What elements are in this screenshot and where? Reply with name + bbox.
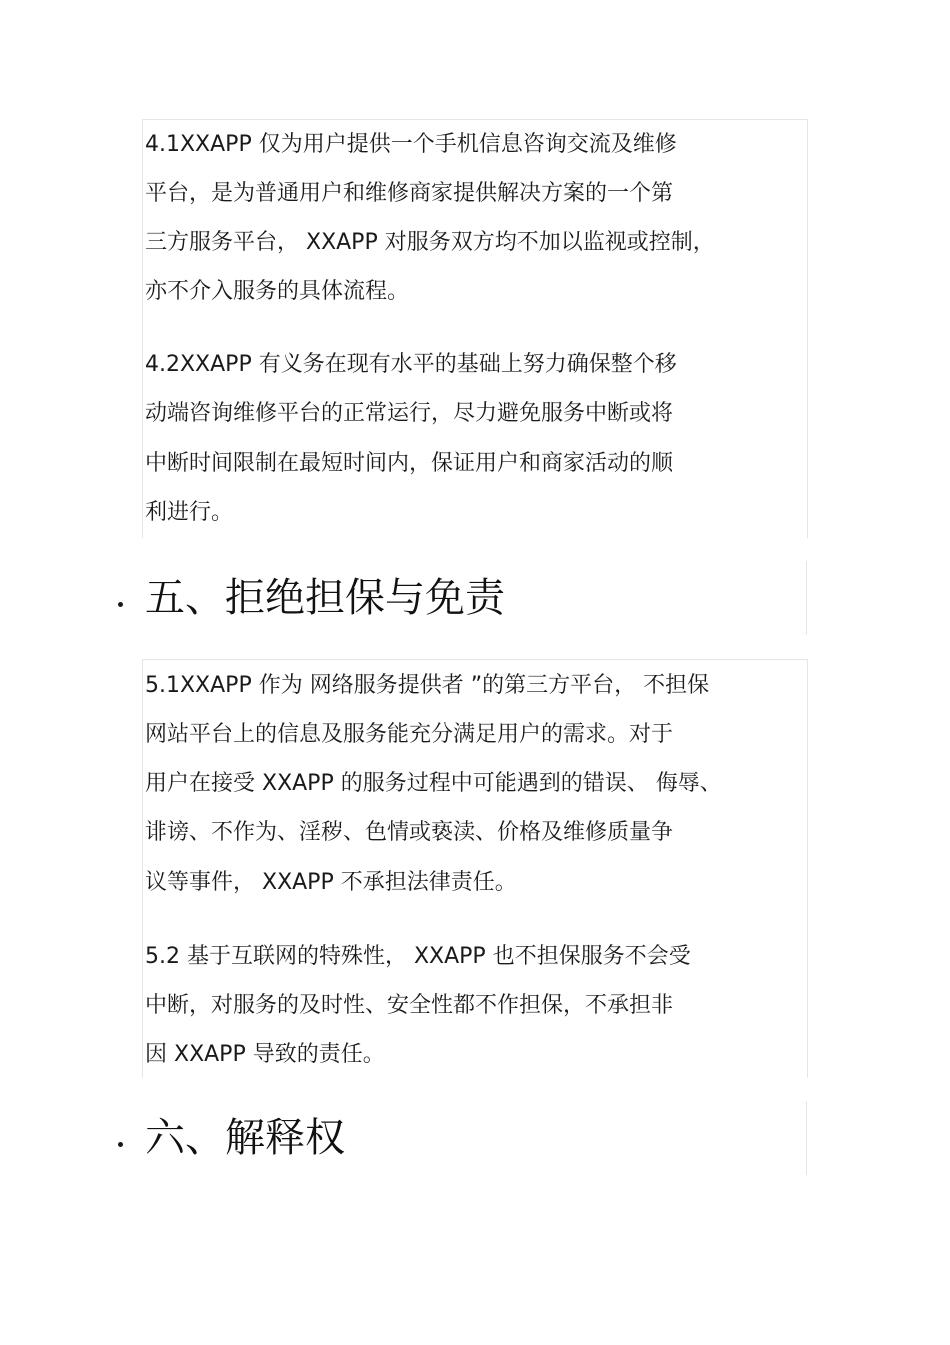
text-line: 用户在接受 XXAPP 的服务过程中可能遇到的错误、 侮辱、 <box>145 771 722 796</box>
text-line: 网站平台上的信息及服务能充分满足用户的需求。对于 <box>145 722 674 747</box>
text-line: 5.1XXAPP 作为 网络服务提供者 ”的第三方平台， 不担保 <box>145 673 710 698</box>
text-line: 4.2XXAPP 有义务在现有水平的基础上努力确保整个移 <box>145 352 677 377</box>
text-line: 动端咨询维修平台的正常运行，尽力避免服务中断或将 <box>145 401 674 426</box>
text-line: 利进行。 <box>145 500 234 525</box>
text-line: 议等事件， XXAPP 不承担法律责任。 <box>145 870 517 895</box>
text-line: 亦不介入服务的具体流程。 <box>145 279 410 304</box>
text-line: 因 XXAPP 导致的责任。 <box>145 1042 385 1067</box>
bullet-icon <box>118 1142 123 1147</box>
section-6-heading-row <box>114 1101 807 1175</box>
text-line: 中断时间限制在最短时间内，保证用户和商家活动的顺 <box>145 451 674 476</box>
section-6-heading: 六、解释权 <box>145 1115 345 1161</box>
section-5-heading-row <box>114 561 807 635</box>
text-line: 4.1XXAPP 仅为用户提供一个手机信息咨询交流及维修 <box>145 132 677 157</box>
text-line: 三方服务平台， XXAPP 对服务双方均不加以监视或控制， <box>145 230 715 255</box>
text-line: 诽谤、不作为、淫秽、色情或亵渎、价格及维修质量争 <box>145 820 674 845</box>
section-4-box <box>142 119 808 538</box>
text-line: 5.2 基于互联网的特殊性， XXAPP 也不担保服务不会受 <box>145 944 691 969</box>
section-5-heading: 五、拒绝担保与免责 <box>145 575 505 621</box>
bullet-icon <box>118 602 123 607</box>
text-line: 中断，对服务的及时性、安全性都不作担保，不承担非 <box>145 993 674 1018</box>
section-5-box <box>142 659 808 1078</box>
text-line: 平台，是为普通用户和维修商家提供解决方案的一个第 <box>145 181 674 206</box>
